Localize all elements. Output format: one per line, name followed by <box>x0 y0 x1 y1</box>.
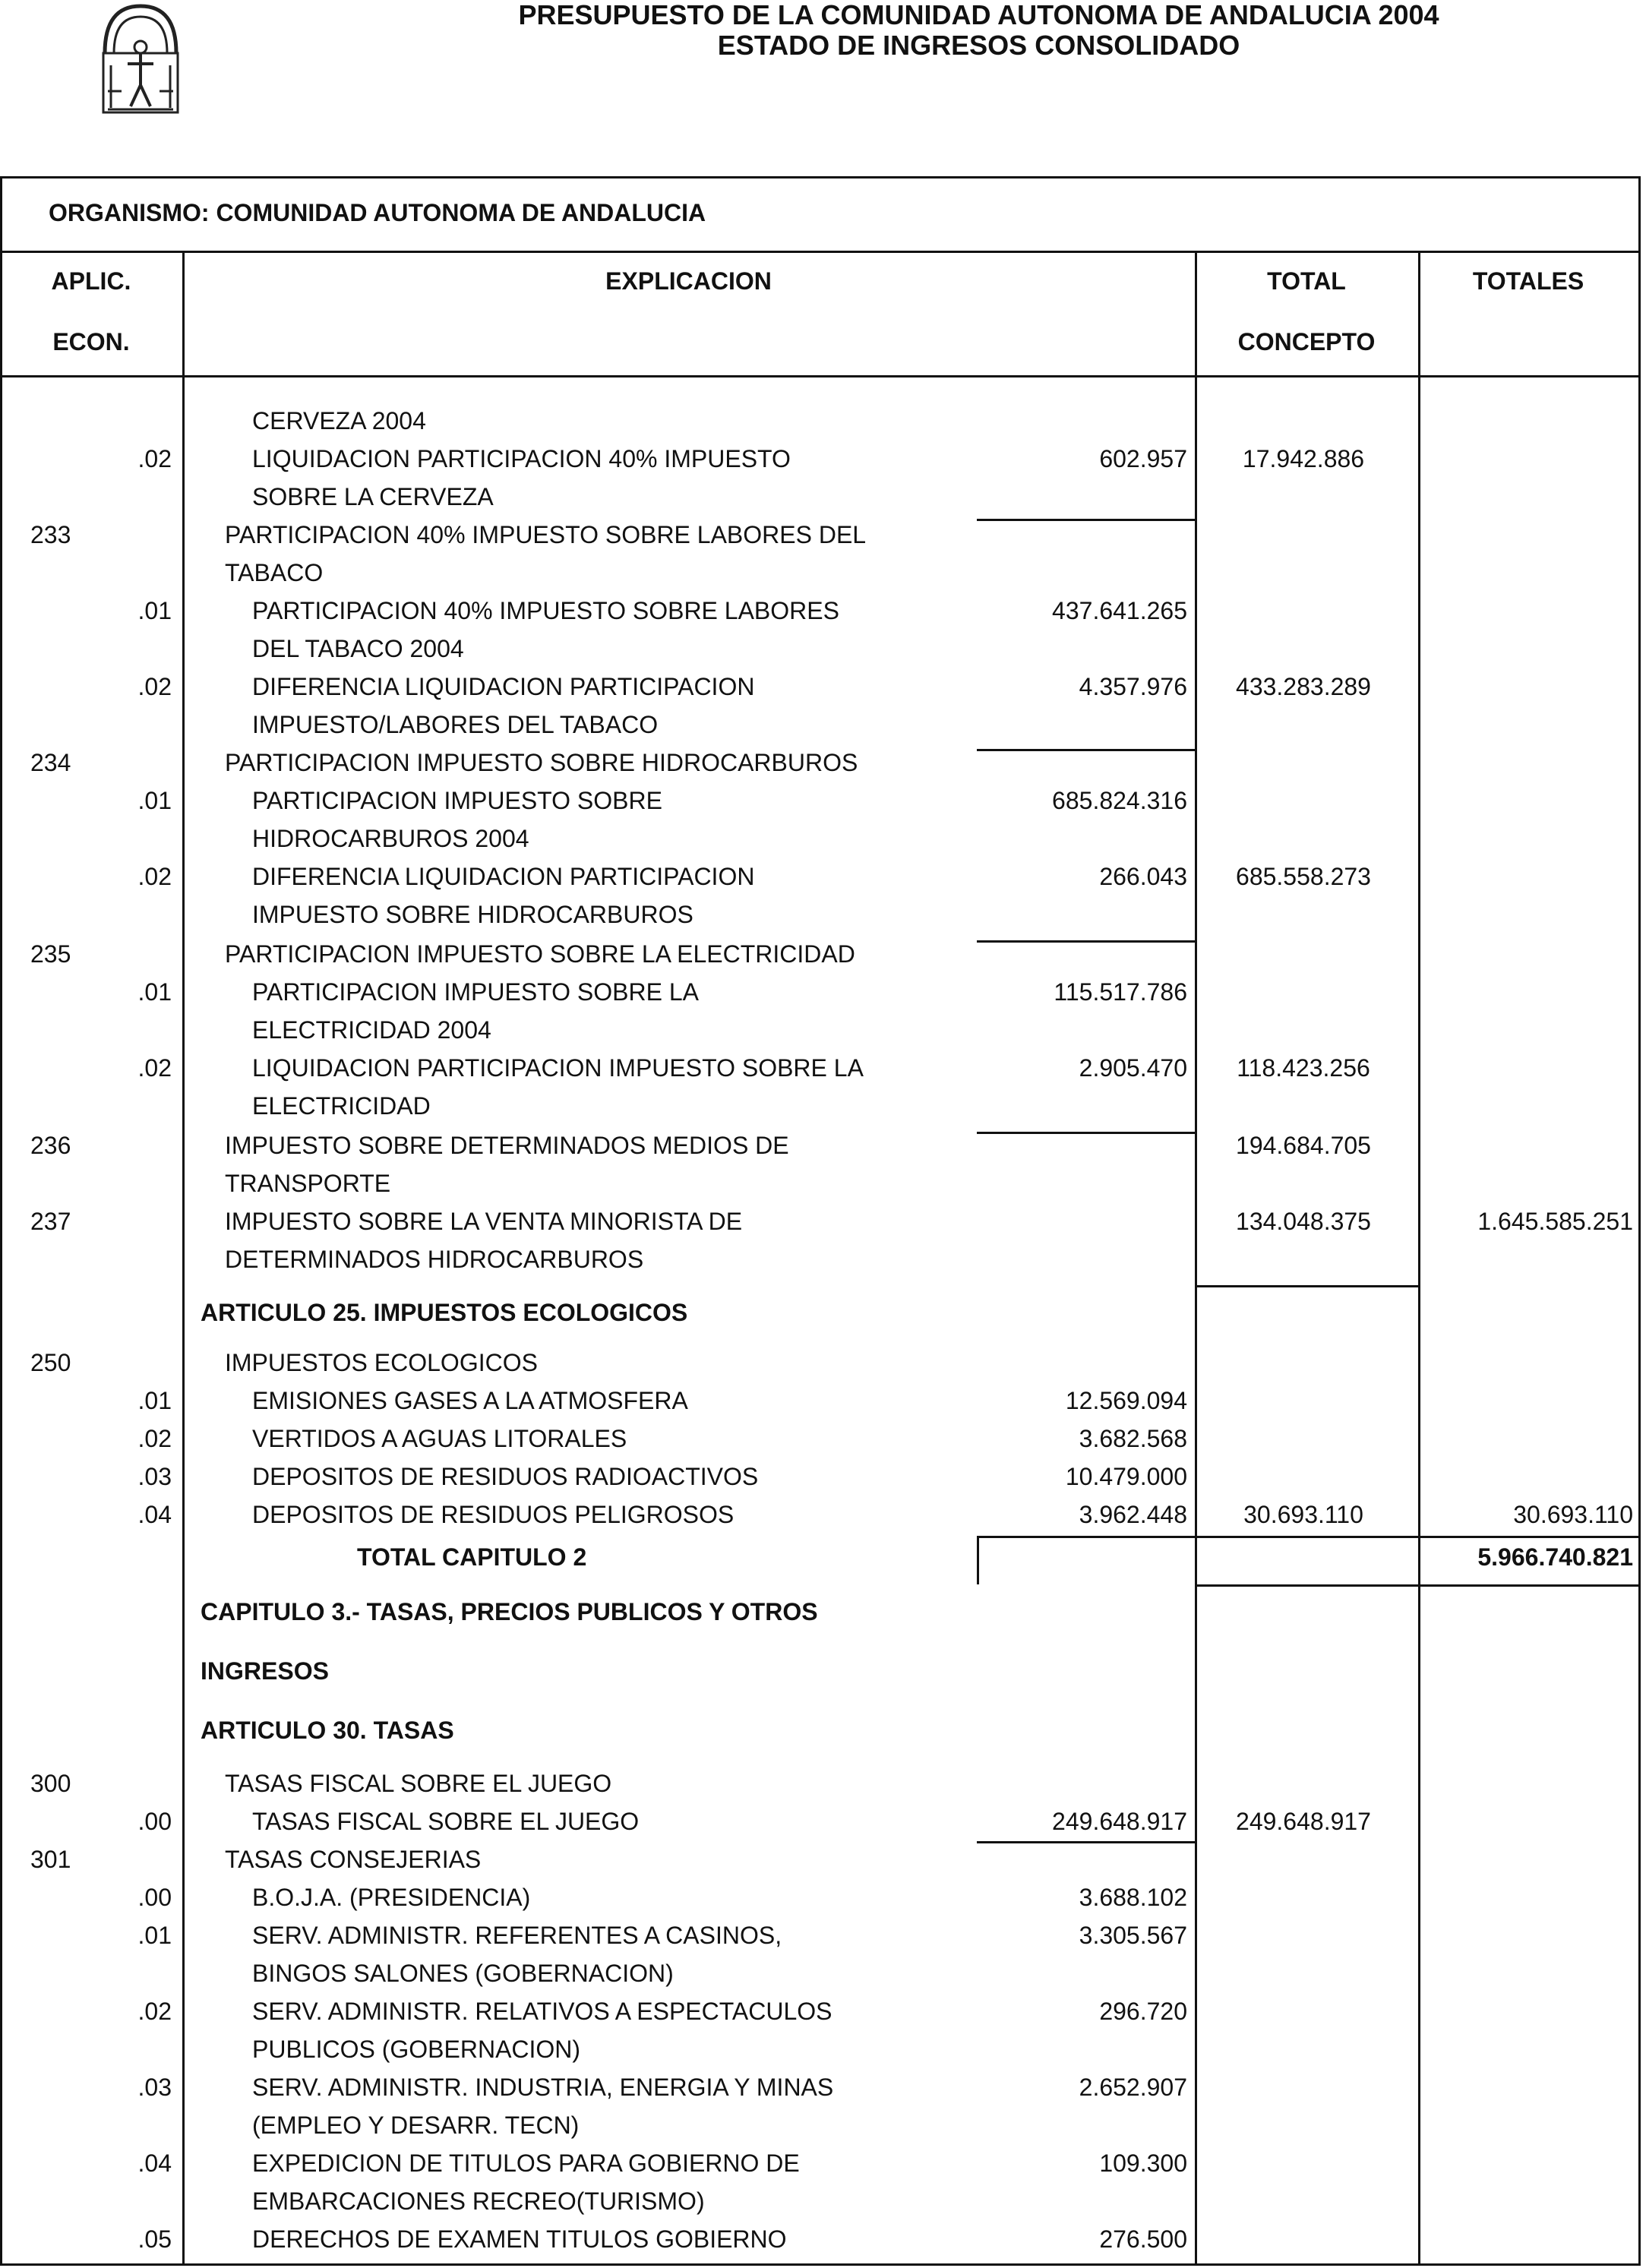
row-description: SOBRE LA CERVEZA <box>252 483 494 510</box>
row-code: 234 <box>30 749 71 776</box>
row-amount: 115.517.786 <box>1054 978 1187 1006</box>
row-code: .05 <box>137 2225 172 2253</box>
row-description: EXPEDICION DE TITULOS PARA GOBIERNO DE <box>252 2150 800 2177</box>
row-code: .04 <box>137 2150 172 2177</box>
row-totales: 5.966.740.821 <box>1477 1543 1633 1571</box>
document-subtitle: ESTADO DE INGRESOS CONSOLIDADO <box>717 30 1240 61</box>
row-amount: 685.824.316 <box>1052 787 1187 814</box>
row-code: .03 <box>137 1463 172 1490</box>
row-description: SERV. ADMINISTR. REFERENTES A CASINOS, <box>252 1922 782 1949</box>
row-description: B.O.J.A. (PRESIDENCIA) <box>252 1884 531 1911</box>
row-total-concepto: 433.283.289 <box>1236 673 1371 700</box>
row-amount: 437.641.265 <box>1052 597 1187 624</box>
row-description: DEL TABACO 2004 <box>252 635 464 662</box>
row-code: 233 <box>30 521 71 548</box>
row-code: 301 <box>30 1846 71 1873</box>
row-description: CAPITULO 3.- TASAS, PRECIOS PUBLICOS Y OTROS <box>201 1598 818 1625</box>
row-description: SERV. ADMINISTR. INDUSTRIA, ENERGIA Y MINAS <box>252 2074 834 2101</box>
col-header-concepto: CONCEPTO <box>1237 328 1376 355</box>
row-description: ELECTRICIDAD <box>252 1092 431 1120</box>
row-description: INGRESOS <box>201 1657 329 1685</box>
row-description: TASAS FISCAL SOBRE EL JUEGO <box>225 1770 612 1797</box>
row-amount: 2.652.907 <box>1079 2074 1187 2101</box>
row-amount: 296.720 <box>1099 1998 1187 2025</box>
row-description: PUBLICOS (GOBERNACION) <box>252 2036 581 2063</box>
row-code: 250 <box>30 1349 71 1376</box>
row-description: LIQUIDACION PARTICIPACION 40% IMPUESTO <box>252 445 791 472</box>
row-description: PARTICIPACION 40% IMPUESTO SOBRE LABORES <box>252 597 839 624</box>
row-description: PARTICIPACION IMPUESTO SOBRE HIDROCARBUROS <box>225 749 858 776</box>
row-amount: 12.569.094 <box>1065 1387 1187 1414</box>
row-description: DETERMINADOS HIDROCARBUROS <box>225 1246 644 1273</box>
row-code: 237 <box>30 1208 71 1235</box>
row-amount: 2.905.470 <box>1079 1054 1187 1082</box>
row-total-concepto: 118.423.256 <box>1237 1054 1370 1082</box>
row-totales: 1.645.585.251 <box>1477 1208 1633 1235</box>
row-description: IMPUESTO/LABORES DEL TABACO <box>252 711 659 738</box>
row-code: .02 <box>137 445 172 472</box>
row-description: LIQUIDACION PARTICIPACION IMPUESTO SOBRE LA <box>252 1054 864 1082</box>
row-code: .01 <box>137 787 172 814</box>
col-header-totales: TOTALES <box>1472 267 1584 295</box>
row-code: .02 <box>137 673 172 700</box>
row-code: 236 <box>30 1132 71 1159</box>
row-description: ARTICULO 25. IMPUESTOS ECOLOGICOS <box>201 1299 688 1326</box>
row-amount: 3.688.102 <box>1079 1884 1187 1911</box>
row-description: ARTICULO 30. TASAS <box>201 1717 454 1744</box>
row-description: HIDROCARBUROS 2004 <box>252 825 529 852</box>
row-description: TABACO <box>225 559 324 586</box>
row-description: IMPUESTOS ECOLOGICOS <box>225 1349 538 1376</box>
row-code: .01 <box>137 978 172 1006</box>
col-header-explicacion: EXPLICACION <box>605 267 772 295</box>
row-code: .01 <box>137 1922 172 1949</box>
row-description: SERV. ADMINISTR. RELATIVOS A ESPECTACULOS <box>252 1998 832 2025</box>
row-description: TASAS FISCAL SOBRE EL JUEGO <box>252 1808 640 1835</box>
row-amount: 4.357.976 <box>1079 673 1187 700</box>
row-total-concepto: 249.648.917 <box>1236 1808 1371 1835</box>
row-description: EMISIONES GASES A LA ATMOSFERA <box>252 1387 688 1414</box>
row-code: .00 <box>137 1884 172 1911</box>
row-description: BINGOS SALONES (GOBERNACION) <box>252 1960 674 1987</box>
row-amount: 3.305.567 <box>1079 1922 1187 1949</box>
row-amount: 3.962.448 <box>1079 1501 1187 1528</box>
row-amount: 602.957 <box>1099 445 1187 472</box>
row-description: VERTIDOS A AGUAS LITORALES <box>252 1425 627 1452</box>
row-amount: 3.682.568 <box>1079 1425 1187 1452</box>
col-header-aplic: APLIC. <box>51 267 131 295</box>
row-code: 235 <box>30 940 71 968</box>
row-description: PARTICIPACION IMPUESTO SOBRE <box>252 787 662 814</box>
row-code: .01 <box>137 1387 172 1414</box>
row-total-concepto: 30.693.110 <box>1243 1501 1363 1528</box>
row-code: .03 <box>137 2074 172 2101</box>
row-description: (EMPLEO Y DESARR. TECN) <box>252 2112 580 2139</box>
col-header-total: TOTAL <box>1267 267 1346 295</box>
row-description: IMPUESTO SOBRE LA VENTA MINORISTA DE <box>225 1208 743 1235</box>
row-description: CERVEZA 2004 <box>252 407 426 434</box>
row-code: .01 <box>137 597 172 624</box>
row-amount: 276.500 <box>1099 2225 1187 2253</box>
row-total-concepto: 134.048.375 <box>1236 1208 1371 1235</box>
row-amount: 10.479.000 <box>1065 1463 1187 1490</box>
row-amount: 109.300 <box>1099 2150 1187 2177</box>
row-description: TASAS CONSEJERIAS <box>225 1846 482 1873</box>
document-title: PRESUPUESTO DE LA COMUNIDAD AUTONOMA DE ANDALUCIA 2004 <box>518 0 1439 30</box>
row-code: .02 <box>137 1054 172 1082</box>
row-code: .02 <box>137 863 172 890</box>
row-description: DIFERENCIA LIQUIDACION PARTICIPACION <box>252 863 755 890</box>
row-amount: 266.043 <box>1099 863 1187 890</box>
row-amount: 249.648.917 <box>1052 1808 1187 1835</box>
row-description: DERECHOS DE EXAMEN TITULOS GOBIERNO <box>252 2225 787 2253</box>
row-total-concepto: 194.684.705 <box>1236 1132 1371 1159</box>
row-code: .02 <box>137 1998 172 2025</box>
organismo-label: ORGANISMO: COMUNIDAD AUTONOMA DE ANDALUCIA <box>49 199 706 226</box>
row-description: PARTICIPACION IMPUESTO SOBRE LA <box>252 978 699 1006</box>
row-description: IMPUESTO SOBRE HIDROCARBUROS <box>252 901 693 928</box>
row-description: EMBARCACIONES RECREO(TURISMO) <box>252 2187 705 2215</box>
row-description: PARTICIPACION IMPUESTO SOBRE LA ELECTRICIDAD <box>225 940 855 968</box>
row-description: DEPOSITOS DE RESIDUOS RADIOACTIVOS <box>252 1463 759 1490</box>
col-header-econ: ECON. <box>52 328 130 355</box>
row-code: .04 <box>137 1501 172 1528</box>
row-description: DIFERENCIA LIQUIDACION PARTICIPACION <box>252 673 755 700</box>
row-totales: 30.693.110 <box>1513 1501 1633 1528</box>
row-code: 300 <box>30 1770 71 1797</box>
row-description: IMPUESTO SOBRE DETERMINADOS MEDIOS DE <box>225 1132 789 1159</box>
row-total-concepto: 685.558.273 <box>1236 863 1371 890</box>
row-description: TRANSPORTE <box>225 1170 391 1197</box>
row-total-concepto: 17.942.886 <box>1242 445 1365 472</box>
row-description: TOTAL CAPITULO 2 <box>357 1543 587 1571</box>
row-description: PARTICIPACION 40% IMPUESTO SOBRE LABORES DEL <box>225 521 867 548</box>
row-description: ELECTRICIDAD 2004 <box>252 1016 491 1044</box>
row-description: DEPOSITOS DE RESIDUOS PELIGROSOS <box>252 1501 735 1528</box>
row-code: .02 <box>137 1425 172 1452</box>
row-code: .00 <box>137 1808 172 1835</box>
